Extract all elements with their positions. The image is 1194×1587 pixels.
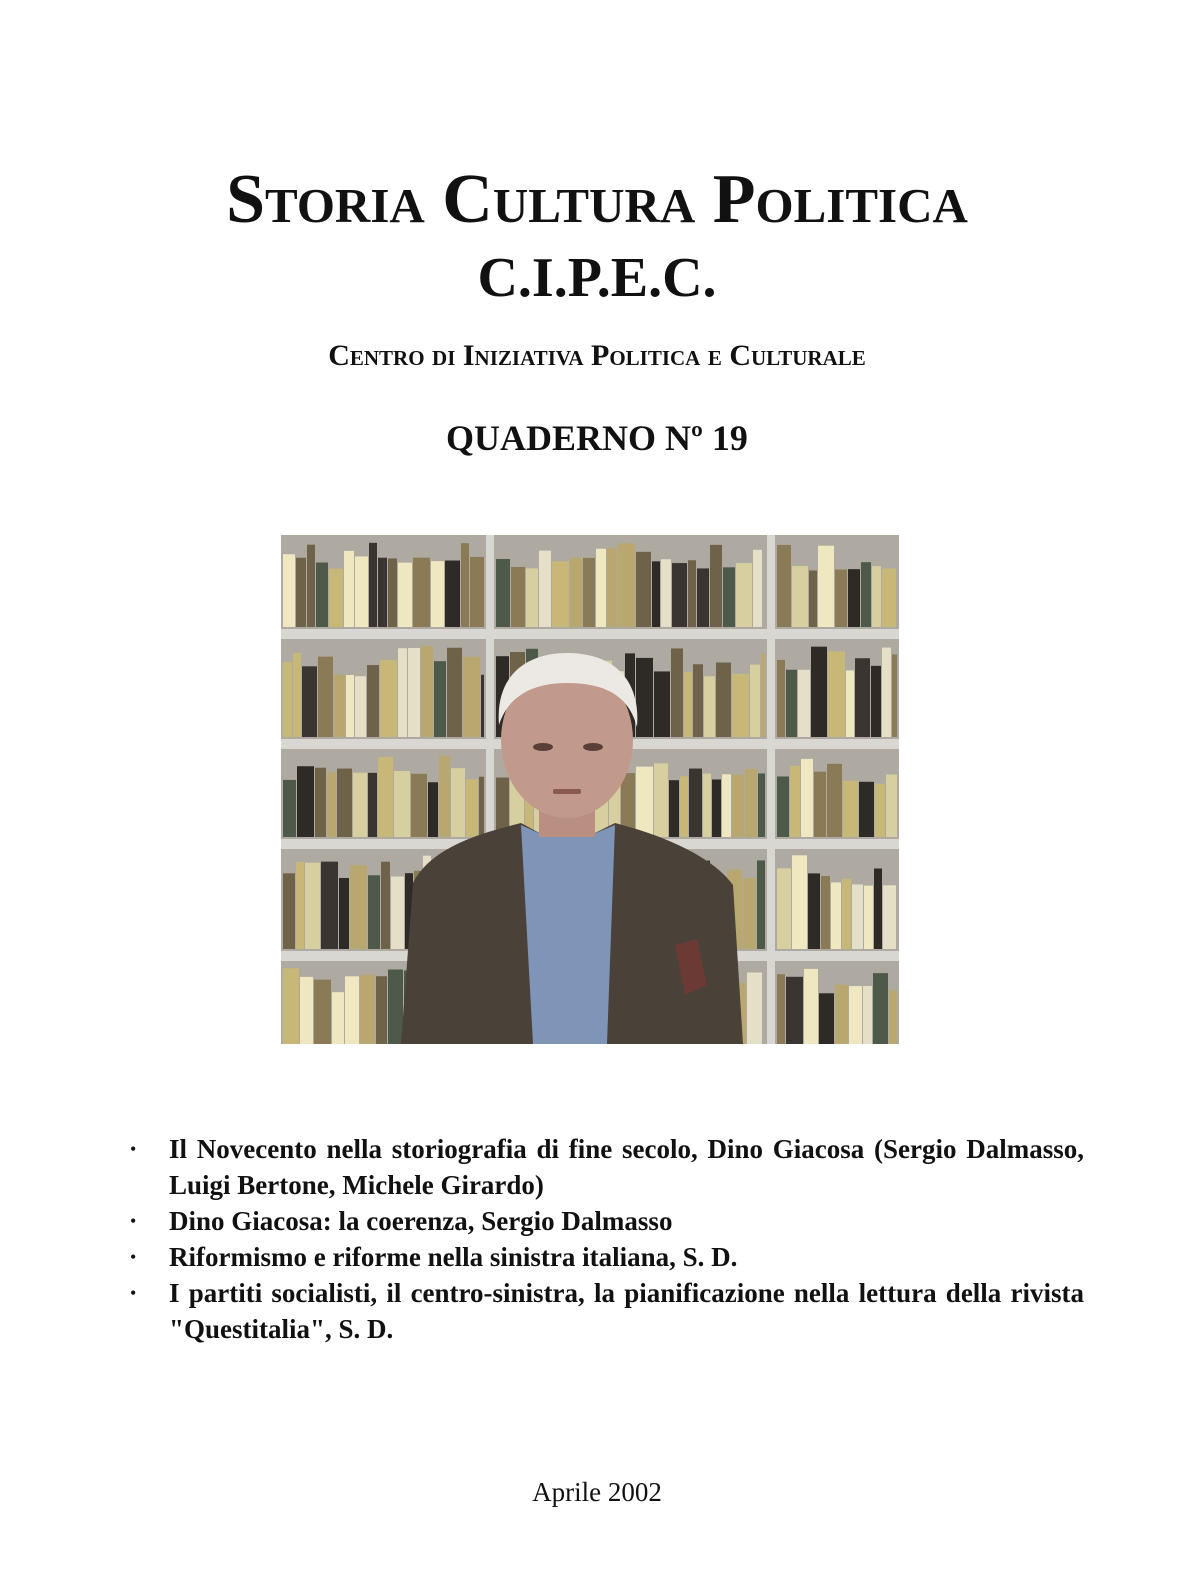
- organization-subtitle: Centro di Iniziativa Politica e Culturale: [328, 339, 866, 372]
- book-spine: [671, 648, 683, 737]
- book-spine: [777, 545, 791, 627]
- book-spine: [334, 675, 345, 737]
- list-item-text: Dino Giacosa: la coerenza, Sergio Dalmasso: [169, 1206, 673, 1236]
- book-spine: [439, 756, 450, 837]
- book-spine: [369, 543, 377, 627]
- book-spine: [293, 653, 301, 737]
- book-spine: [367, 665, 379, 737]
- book-spine: [345, 976, 359, 1044]
- contents-list: [130, 1131, 1084, 1347]
- book-spine: [712, 779, 721, 837]
- book-spine: [388, 970, 403, 1044]
- book-spine: [875, 784, 885, 837]
- book-spine: [381, 862, 390, 949]
- book-spine: [344, 551, 354, 627]
- book-spine: [886, 775, 897, 837]
- book-spine: [814, 772, 826, 837]
- book-spine: [864, 886, 873, 949]
- book-spine: [758, 773, 765, 837]
- book-spine: [378, 558, 387, 627]
- book-spine: [697, 568, 709, 627]
- book-spine: [408, 648, 420, 737]
- book-spine: [321, 862, 338, 949]
- book-spine: [463, 657, 480, 737]
- book-spine: [496, 559, 510, 627]
- book-spine: [654, 671, 670, 737]
- book-spine: [329, 569, 343, 627]
- book-spine: [654, 763, 668, 837]
- book-spine: [831, 882, 841, 949]
- book-spine: [680, 776, 688, 837]
- book-spine: [821, 876, 830, 949]
- book-spine: [750, 665, 760, 737]
- book-spine: [353, 773, 367, 837]
- book-spine: [596, 549, 606, 627]
- book-spine: [360, 975, 375, 1044]
- book-spine: [300, 977, 313, 1044]
- book-spine: [421, 646, 433, 737]
- list-item: [130, 1131, 1084, 1203]
- list-item-text: Il Novecento nella storiografia di fine secolo, Dino Giacosa (Sergio Dalmasso, Luigi Bertone, Michele Girardo): [169, 1134, 1084, 1200]
- book-spine: [792, 855, 807, 949]
- book-spine: [445, 561, 460, 627]
- book-spine: [466, 779, 478, 837]
- bullet-icon: •: [130, 1139, 137, 1159]
- book-spine: [368, 773, 377, 837]
- book-spine: [305, 863, 320, 949]
- issue-number: QUADERNO Nº 19: [446, 418, 748, 458]
- book-spine: [283, 662, 292, 737]
- book-spine: [315, 768, 326, 837]
- book-spine: [798, 670, 810, 737]
- list-item-text: Riformismo e riforme nella sinistra italiana, S. D.: [169, 1242, 738, 1272]
- book-spine: [684, 672, 692, 737]
- book-spine: [394, 771, 410, 837]
- book-spine: [786, 670, 797, 737]
- book-spine: [552, 561, 569, 627]
- book-spine: [314, 980, 331, 1044]
- book-spine: [526, 568, 538, 627]
- book-spine: [355, 556, 368, 627]
- book-spine: [636, 767, 653, 837]
- book-spine: [846, 670, 854, 737]
- book-spine: [842, 879, 851, 949]
- book-spine: [732, 775, 744, 837]
- book-spine: [843, 781, 858, 837]
- book-spine: [296, 558, 306, 627]
- book-spine: [792, 566, 808, 627]
- book-spine: [892, 654, 897, 737]
- book-spine: [481, 675, 484, 737]
- book-spine: [732, 674, 749, 737]
- book-spine: [761, 654, 765, 737]
- book-spine: [777, 776, 789, 837]
- book-spine: [511, 567, 525, 627]
- book-spine: [618, 543, 635, 627]
- book-spine: [703, 774, 711, 837]
- book-spine: [327, 773, 336, 837]
- book-spine: [283, 780, 296, 837]
- list-item: [130, 1275, 1084, 1347]
- book-spine: [882, 648, 891, 737]
- book-spine: [339, 878, 349, 949]
- book-spine: [661, 559, 671, 627]
- book-spine: [745, 769, 757, 837]
- book-spine: [777, 974, 785, 1044]
- book-spine: [882, 569, 896, 627]
- book-spine: [307, 545, 315, 627]
- book-spine: [318, 657, 333, 737]
- bullet-icon: •: [130, 1211, 137, 1231]
- book-spine: [872, 566, 881, 627]
- book-spine: [693, 664, 703, 737]
- book-spine: [710, 545, 722, 627]
- book-spine: [801, 759, 813, 837]
- list-item: [130, 1203, 1084, 1239]
- book-spine: [296, 862, 304, 949]
- book-spine: [743, 878, 756, 949]
- book-spine: [283, 873, 295, 949]
- organization-acronym: C.I.P.E.C.: [477, 247, 717, 309]
- book-spine: [388, 558, 397, 627]
- book-spine: [368, 875, 380, 949]
- book-spine: [398, 648, 407, 737]
- book-spine: [428, 782, 438, 837]
- book-spine: [747, 972, 762, 1044]
- list-item: [130, 1239, 1084, 1275]
- book-spine: [828, 651, 845, 737]
- book-spine: [883, 885, 896, 949]
- book-spine: [809, 570, 817, 627]
- book-spine: [861, 562, 871, 627]
- book-spine: [378, 757, 393, 837]
- book-spine: [316, 563, 328, 627]
- book-spine: [461, 543, 469, 627]
- book-spine: [808, 873, 820, 949]
- book-spine: [855, 658, 870, 737]
- book-spine: [835, 985, 848, 1044]
- book-spine: [804, 969, 818, 1044]
- book-spine: [391, 877, 404, 949]
- book-spine: [447, 648, 462, 737]
- book-spine: [859, 782, 874, 837]
- book-spine: [777, 660, 785, 737]
- publication-date: Aprile 2002: [532, 1477, 662, 1507]
- book-spine: [350, 865, 367, 949]
- book-spine: [790, 766, 800, 837]
- bullet-icon: •: [130, 1283, 137, 1303]
- book-spine: [451, 768, 465, 837]
- book-spine: [818, 546, 834, 627]
- book-spine: [413, 558, 430, 627]
- book-spine: [431, 561, 444, 627]
- book-spine: [376, 976, 387, 1044]
- book-spine: [570, 558, 582, 627]
- book-spine: [283, 968, 299, 1044]
- book-spine: [889, 990, 897, 1044]
- book-spine: [283, 554, 295, 627]
- book-spine: [757, 860, 765, 949]
- book-spine: [479, 777, 484, 837]
- book-spine: [722, 774, 731, 837]
- page-title: Storia Cultura Politica: [226, 161, 968, 238]
- book-spine: [827, 764, 842, 837]
- book-spine: [434, 661, 446, 737]
- book-spine: [470, 557, 484, 627]
- book-spine: [689, 769, 702, 837]
- book-spine: [583, 558, 595, 627]
- book-spine: [332, 992, 344, 1044]
- book-spine: [852, 884, 863, 949]
- book-spine: [411, 774, 427, 837]
- book-spine: [848, 569, 860, 627]
- book-spine: [835, 570, 847, 627]
- book-spine: [688, 560, 696, 627]
- book-spine: [704, 676, 715, 737]
- book-spine: [874, 869, 882, 949]
- book-spine: [863, 986, 872, 1044]
- book-spine: [716, 663, 731, 737]
- book-spine: [337, 769, 352, 837]
- book-spine: [636, 552, 651, 627]
- book-spine: [380, 660, 397, 737]
- book-spine: [669, 780, 679, 837]
- book-spine: [672, 563, 687, 627]
- book-spine: [346, 675, 354, 737]
- book-spine: [302, 666, 317, 737]
- book-spine: [652, 561, 660, 627]
- cover-photo: [281, 535, 899, 1044]
- book-spine: [636, 658, 653, 737]
- list-item-text: I partiti socialisti, il centro-sinistra, la pianificazione nella lettura della rivista "Questitalia", S. D.: [169, 1278, 1084, 1344]
- book-spine: [398, 563, 412, 627]
- book-spine: [811, 647, 827, 737]
- book-spine: [723, 567, 735, 627]
- bullet-icon: •: [130, 1247, 137, 1267]
- book-spine: [355, 676, 366, 737]
- book-spine: [819, 993, 834, 1044]
- portrait-photo-icon: [281, 535, 899, 1044]
- book-spine: [297, 766, 314, 837]
- book-spine: [849, 986, 862, 1044]
- book-spine: [777, 868, 791, 949]
- book-spine: [873, 973, 888, 1044]
- book-spine: [871, 666, 881, 737]
- book-spine: [607, 548, 617, 627]
- book-spine: [539, 551, 551, 627]
- book-spine: [736, 563, 752, 627]
- book-spine: [753, 550, 762, 627]
- book-spine: [786, 977, 803, 1044]
